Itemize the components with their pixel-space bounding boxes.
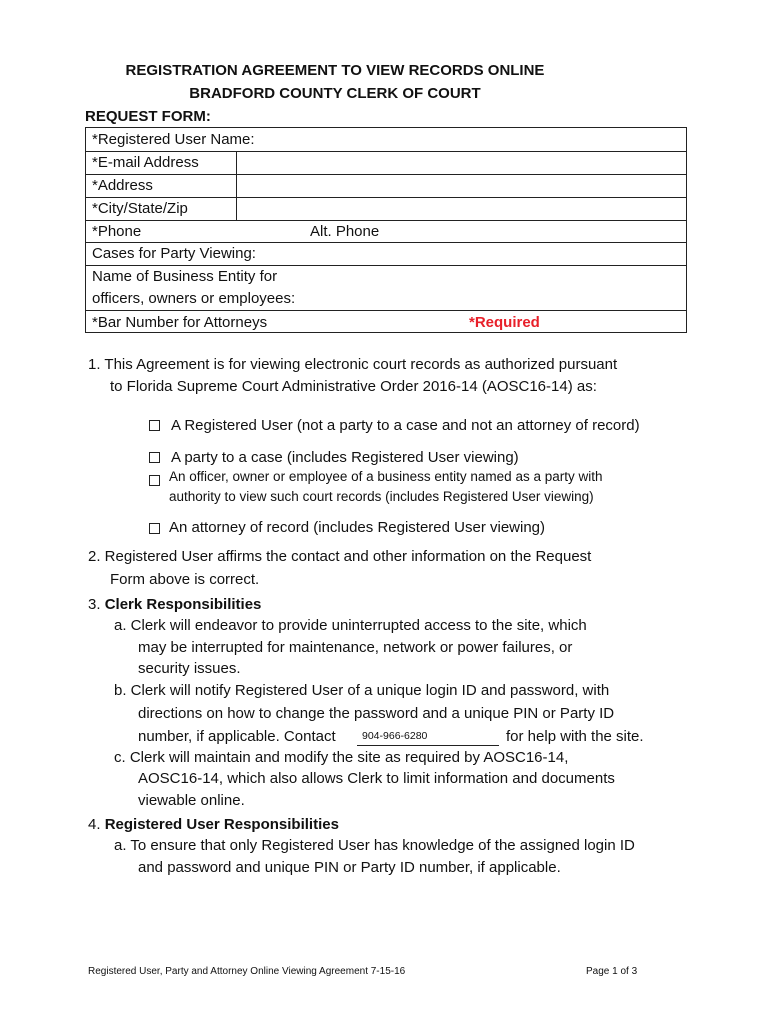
party-to-case-checkbox[interactable] <box>149 452 160 463</box>
registered-user-name-label: *Registered User Name: <box>92 131 255 148</box>
alt-phone-label: Alt. Phone <box>310 223 380 240</box>
business-entity-checkbox[interactable] <box>149 475 160 486</box>
form-column-divider <box>236 151 237 220</box>
request-form-table <box>85 127 687 333</box>
section3c-line1: c. Clerk will maintain and modify the site as required by AOSC16-14, <box>114 749 569 766</box>
required-note: *Required <box>469 314 540 331</box>
form-row-divider <box>86 242 686 243</box>
section3b-line3-post: for help with the site. <box>506 728 644 745</box>
option-registered-user: A Registered User (not a party to a case and not an attorney of record) <box>171 417 640 434</box>
section4-number: 4. <box>88 816 105 833</box>
section4a-line2: and password and unique PIN or Party ID number, if applicable. <box>138 859 561 876</box>
section3c-line3: viewable online. <box>138 792 245 809</box>
form-row-divider <box>86 174 686 175</box>
address-label: *Address <box>92 177 153 194</box>
request-form-label: REQUEST FORM: <box>85 108 211 125</box>
section4-heading <box>88 816 339 833</box>
section3-title: Clerk Responsibilities <box>104 596 262 613</box>
form-row-divider <box>86 151 686 152</box>
phone-label: *Phone <box>92 223 142 240</box>
section3-heading <box>88 596 261 613</box>
section3b-line2: directions on how to change the password and a unique PIN or Party ID <box>138 705 615 722</box>
section3a-line2: may be interrupted for maintenance, network or power failures, or <box>138 639 573 656</box>
option-business-entity-line1: An officer, owner or employee of a business entity named as a party with <box>169 469 603 484</box>
section4-title: Registered User Responsibilities <box>104 816 339 833</box>
document-title-line2: BRADFORD COUNTY CLERK OF COURT <box>189 85 481 102</box>
email-address-label: *E-mail Address <box>92 154 199 171</box>
form-row-divider <box>86 197 686 198</box>
option-attorney-of-record: An attorney of record (includes Registered User viewing) <box>169 519 546 536</box>
business-entity-label-line2: officers, owners or employees: <box>92 290 296 307</box>
section4a-line1: a. To ensure that only Registered User has knowledge of the assigned login ID <box>114 837 635 854</box>
section3c-line2: AOSC16-14, which also allows Clerk to limit information and documents <box>138 770 615 787</box>
section3b-line3-pre: number, if applicable. Contact <box>138 728 336 745</box>
document-title-line1: REGISTRATION AGREEMENT TO VIEW RECORDS ONLINE <box>125 62 545 79</box>
section3-number: 3. <box>88 596 105 613</box>
section1-line1: 1. This Agreement is for viewing electronic court records as authorized pursuant <box>88 356 618 373</box>
cases-party-viewing-label: Cases for Party Viewing: <box>92 245 256 262</box>
section2-line2: Form above is correct. <box>110 571 260 588</box>
bar-number-label: *Bar Number for Attorneys <box>92 314 268 331</box>
form-row-divider <box>86 265 686 266</box>
city-state-zip-label: *City/State/Zip <box>92 200 188 217</box>
option-party-to-case: A party to a case (includes Registered User viewing) <box>171 449 519 466</box>
form-row-divider <box>86 220 686 221</box>
contact-phone-number: 904-966-6280 <box>362 730 428 742</box>
section2-line1: 2. Registered User affirms the contact and other information on the Request <box>88 548 592 565</box>
option-business-entity-line2: authority to view such court records (includes Registered User viewing) <box>169 489 594 504</box>
footer-page-number: Page 1 of 3 <box>586 966 638 977</box>
section3a-line1: a. Clerk will endeavor to provide uninterrupted access to the site, which <box>114 617 587 634</box>
registered-user-checkbox[interactable] <box>149 420 160 431</box>
attorney-checkbox[interactable] <box>149 523 160 534</box>
section1-line2: to Florida Supreme Court Administrative Order 2016-14 (AOSC16-14) as: <box>110 378 597 395</box>
section3a-line3: security issues. <box>138 660 241 677</box>
business-entity-label-line1: Name of Business Entity for <box>92 268 278 285</box>
footer-document-name: Registered User, Party and Attorney Online Viewing Agreement 7-15-16 <box>88 966 406 977</box>
form-row-divider <box>86 310 686 311</box>
contact-phone-underline <box>357 745 499 746</box>
section3b-line1: b. Clerk will notify Registered User of a unique login ID and password, with <box>114 682 610 699</box>
